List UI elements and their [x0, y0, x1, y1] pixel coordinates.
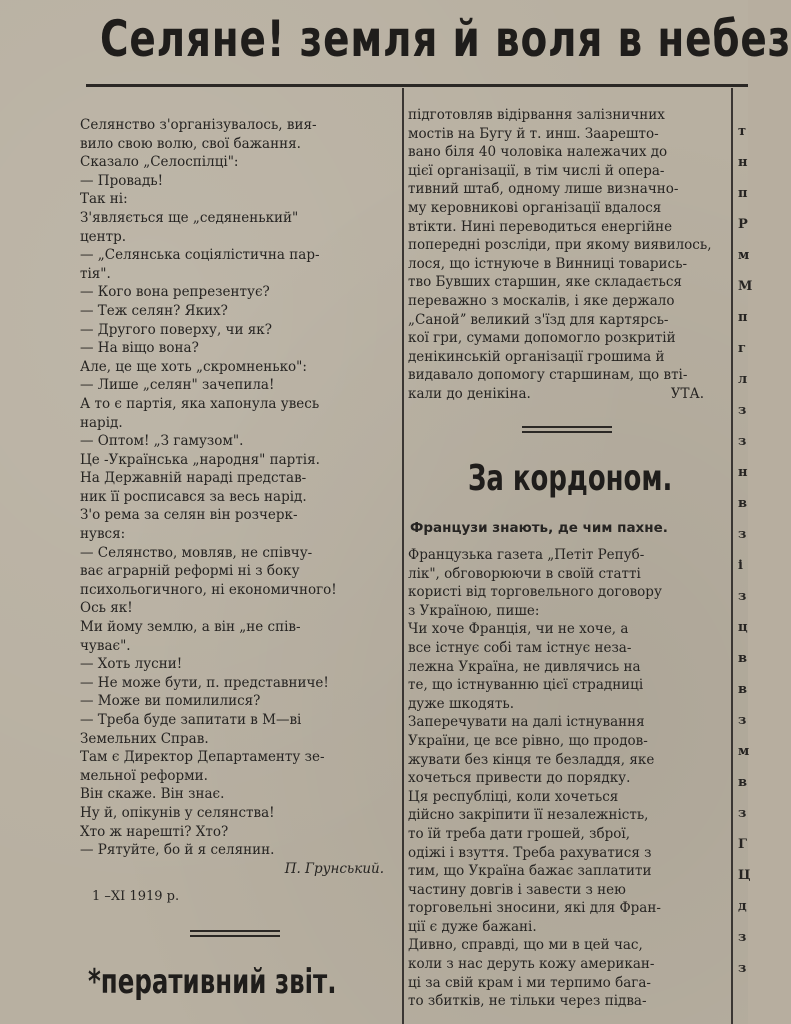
cropped-text-fragment: д — [738, 899, 747, 914]
text-line: — Лише „селян" зачепила! — [80, 377, 275, 394]
cropped-text-fragment: з — [738, 930, 747, 945]
cropped-text-fragment: п — [738, 186, 748, 201]
text-line: кої гри, сумами допомогло розкритій — [408, 330, 676, 347]
text-line: частину довгів і завести з нею — [408, 881, 626, 898]
text-line: України, це все рівно, що продов- — [408, 732, 648, 749]
news-agency-tag: УТА. — [670, 385, 704, 402]
text-line: — Не може бути, п. представниче! — [80, 674, 329, 691]
cropped-text-fragment: в — [738, 496, 748, 511]
text-line: — На віщо вона? — [80, 340, 199, 357]
text-line: На Державній нараді представ- — [80, 470, 307, 487]
text-line: — Може ви помилилися? — [80, 693, 261, 710]
text-line: коли з нас деруть кожу американ- — [408, 956, 655, 973]
section-title: *перативний звіт. — [88, 962, 337, 1002]
text-line: Сказало „Селоспілці": — [80, 154, 239, 171]
text-line: Це -Українська „народня" партія. — [80, 451, 320, 468]
text-line: Ну й, опікунів у селянства! — [80, 804, 275, 821]
text-line: підготовляв відірвання залізничних — [408, 107, 665, 123]
text-line: — „Селянська соціялістична пар- — [80, 247, 320, 264]
text-line: — Треба буде запитати в М—ві — [80, 712, 302, 728]
cropped-text-fragment: н — [738, 155, 748, 170]
text-line: Французька газета „Петіт Репуб- — [408, 547, 645, 563]
text-line: — Рятуйте, бо й я селянин. — [80, 842, 275, 859]
text-line: мостів на Бугу й т. инш. Заарешто- — [408, 125, 659, 142]
cropped-text-fragment: Г — [738, 837, 747, 852]
text-line: Земельних Справ. — [80, 730, 209, 747]
text-line: Хто ж нарешті? Хто? — [80, 823, 229, 840]
text-line: дуже шкодять. — [408, 695, 515, 712]
text-line: — Другого поверху, чи як? — [80, 321, 272, 338]
section-divider — [522, 426, 612, 433]
text-line: Він скаже. Він знає. — [80, 786, 225, 803]
text-line: му керовникові організації вдалося — [408, 199, 662, 216]
text-line: тво Бувших старшин, яке складається — [408, 274, 682, 291]
text-line: жувати без кінця те безладдя, яке — [408, 751, 655, 768]
text-line: ці за свій крам і ми терпимо бага- — [408, 974, 651, 991]
column-divider — [402, 88, 404, 1024]
left-column — [80, 116, 398, 907]
middle-column-article — [408, 546, 730, 1011]
middle-column — [408, 106, 728, 404]
cropped-text-fragment: г — [738, 341, 746, 356]
text-line: кали до денікіна. УТА. — [408, 385, 728, 404]
cropped-text-fragment: з — [738, 713, 747, 728]
article-subhead: Французи знають, де чим пахне. — [410, 520, 668, 536]
text-line: нувся: — [80, 526, 126, 543]
text-line: — Селянство, мовляв, не співчу- — [80, 544, 313, 561]
cropped-text-fragment: л — [738, 372, 748, 387]
text-line: Ця республіці, коли хочеться — [408, 788, 619, 805]
text-line: — Провадь! — [80, 172, 164, 189]
cropped-text-fragment: м — [738, 248, 750, 263]
text-line: все істнує собі там істнує неза- — [408, 639, 632, 656]
text-line: чуває". — [80, 637, 131, 654]
text-line: Заперечувати на далі істнування — [408, 714, 645, 731]
cropped-text-fragment: з — [738, 434, 747, 449]
text-line: Там є Директор Департаменту зе- — [80, 749, 325, 766]
text-line: торговельні зносини, які для Фран- — [408, 900, 661, 917]
text-line: вило свою волю, свої бажання. — [80, 135, 301, 152]
text-line: Але, це ще хоть „скромненько": — [80, 358, 307, 375]
text-line: дійсно закріпити її незалежність, — [408, 807, 649, 824]
text-line: „Санойˮ великий з'їзд для картярсь- — [408, 311, 669, 328]
cropped-text-fragment: з — [738, 403, 747, 418]
cropped-text-fragment: М — [738, 279, 753, 294]
cropped-text-fragment: з — [738, 527, 747, 542]
top-rule — [86, 84, 748, 87]
cropped-text-fragment: Р — [738, 217, 748, 232]
text-line: З'о рема за селян він розчерк- — [80, 507, 298, 524]
text-line: ник її росписався за весь нарід. — [80, 488, 307, 505]
section-divider — [190, 930, 280, 937]
column-divider — [731, 88, 733, 1024]
text-line: втікти. Нині переводиться енергійне — [408, 218, 673, 235]
text-line: переважно з москалів, і яке держало — [408, 292, 675, 309]
text-line: тим, що Україна бажає заплатити — [408, 863, 652, 880]
text-line: то їй треба дати грошей, зброї, — [408, 825, 631, 842]
cropped-text-fragment: ц — [738, 620, 748, 635]
text-line: — Хоть лусни! — [80, 656, 183, 673]
text-line: тивний штаб, одному лише визначно- — [408, 181, 679, 198]
section-title: За кордоном. — [468, 458, 673, 499]
text-line: хочеться привести до порядку. — [408, 770, 631, 787]
text-line: ває аграрній реформі ні з боку — [80, 563, 300, 580]
text-line: цієї організації, в тім числі й опера- — [408, 162, 665, 179]
text-line: — Теж селян? Яких? — [80, 302, 228, 319]
cropped-text-fragment: т — [738, 124, 747, 139]
text-line: психольогичного, ні економичного! — [80, 581, 337, 598]
text-line: Ми йому землю, а він „не спів- — [80, 619, 301, 636]
text-line: З'являється ще „седяненький" — [80, 209, 299, 226]
text-line: Так ні: — [80, 191, 128, 208]
text-line: з Україною, пише: — [408, 602, 540, 619]
text-line: мельної реформи. — [80, 767, 208, 784]
text-line: — Оптом! „З гамузом". — [80, 433, 244, 450]
cropped-text-fragment: п — [738, 310, 748, 325]
cropped-text-fragment: з — [738, 806, 747, 821]
text-line: тія". — [80, 265, 111, 282]
text-line: те, що істнуванню цієї страдниці — [408, 677, 644, 694]
cropped-text-fragment: в — [738, 775, 748, 790]
text-line: попередні розсліди, при якому виявилось, — [408, 237, 712, 254]
article-date: 1 –XI 1919 р. — [92, 889, 180, 905]
text-line: центр. — [80, 228, 127, 245]
text-line: Селянство з'організувалось, вия- — [80, 117, 317, 133]
text-line: лежна Україна, не дивлячись на — [408, 658, 641, 675]
cropped-text-fragment: Ц — [738, 868, 751, 883]
author-signature: П. Грунський. — [284, 860, 384, 877]
cropped-text-fragment: н — [738, 465, 748, 480]
cropped-text-fragment: і — [738, 558, 743, 573]
text-line: вано біля 40 чоловіка належачих до — [408, 144, 668, 161]
text-line: лік", обговорюючи в своїй статті — [408, 565, 641, 582]
text-line: А то є партія, яка хапонула увесь — [80, 395, 320, 412]
text-line: видавало допомогу старшинам, що вті- — [408, 367, 688, 384]
cropped-text-fragment: в — [738, 682, 748, 697]
cropped-text-fragment: з — [738, 589, 747, 604]
text-line: ції є дуже бажані. — [408, 918, 537, 935]
cropped-text-fragment: в — [738, 651, 748, 666]
text-line: — Кого вона репрезентує? — [80, 284, 270, 301]
text-line: Чи хоче Франція, чи не хоче, а — [408, 621, 629, 638]
text-line: користі від торговельного договору — [408, 584, 662, 601]
headline: Селяне! земля й воля в небез — [100, 10, 791, 68]
text-line: Ось як! — [80, 600, 133, 617]
text-line: Дивно, справді, що ми в цей час, — [408, 937, 643, 954]
text-line: одіжі і взуття. Треба рахуватися з — [408, 844, 652, 861]
cropped-text-fragment: з — [738, 961, 747, 976]
text-line: то збитків, не тільки через підва- — [408, 993, 647, 1010]
text-line: лося, що істнуюче в Винниці товарись- — [408, 255, 688, 272]
cropped-text-fragment: м — [738, 744, 750, 759]
text-line: нарід. — [80, 414, 123, 431]
text-line: денікинській організації грошима й — [408, 348, 665, 365]
